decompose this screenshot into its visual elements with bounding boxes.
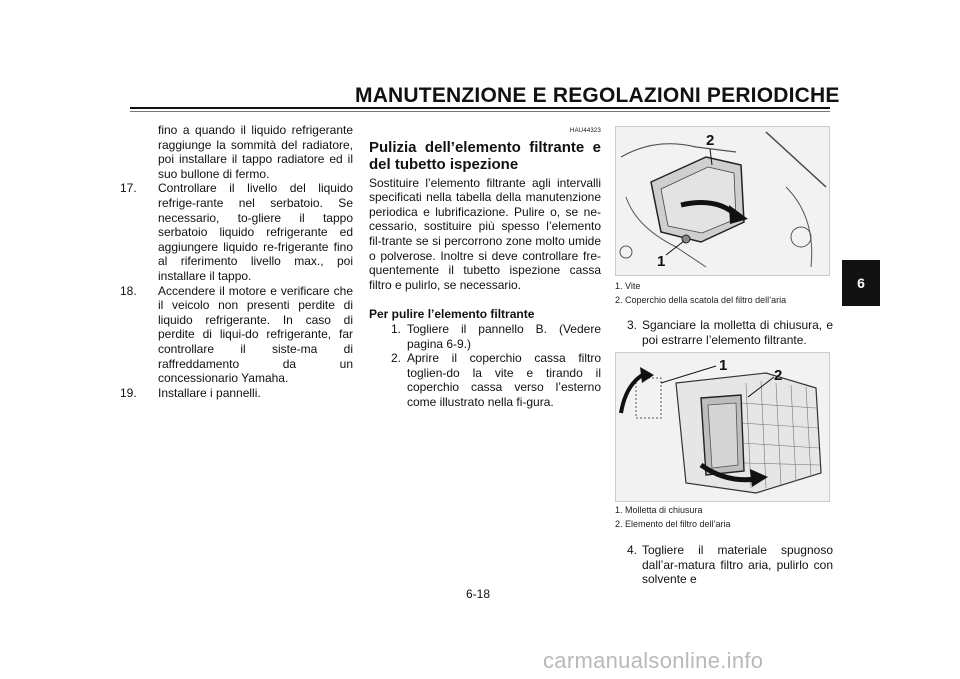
watermark: carmanualsonline.info bbox=[543, 648, 764, 673]
left-column bbox=[120, 123, 353, 400]
page-title: MANUTENZIONE E REGOLAZIONI PERIODICHE bbox=[355, 84, 840, 107]
caption-line: 2. Elemento del filtro dell’aria bbox=[615, 518, 731, 529]
step-text: Aprire il coperchio cassa filtro toglien-do la vite e tirando il coperchio cassa verso l’esterno come illustrato nella fi-gura. bbox=[407, 351, 601, 409]
figure-air-filter-cover bbox=[615, 126, 830, 276]
caption-line: 2. Coperchio della scatola del filtro dell’aria bbox=[615, 294, 787, 305]
middle-column bbox=[369, 124, 601, 410]
list-item bbox=[120, 284, 353, 386]
list-item bbox=[120, 386, 353, 401]
callout-1: 1 bbox=[719, 357, 728, 374]
step-text: Togliere il materiale spugnoso dall’ar-matura filtro aria, pulirlo con solvente e bbox=[642, 543, 833, 587]
list-item bbox=[369, 351, 601, 409]
step-4 bbox=[615, 543, 833, 587]
header-rule-thin bbox=[130, 111, 830, 112]
step-number: 1. bbox=[390, 321, 401, 336]
step-number: 3. bbox=[626, 318, 637, 332]
figure2-captions bbox=[615, 504, 833, 531]
chapter-tab: 6 bbox=[842, 260, 880, 306]
section-code: HAU44323 bbox=[570, 128, 601, 134]
caption-line: 1. Vite bbox=[615, 281, 641, 291]
step-number: 4. bbox=[626, 543, 637, 557]
item-text: Controllare il livello del liquido refrige-rante nel serbatoio. Se necessario, to-gliere il tappo serbatoio liquido refrigerante ed aggiungere liquido re-frigerante fino al riferimento livello max., poi installare il tappo. bbox=[158, 181, 353, 283]
step-text: Sganciare la molletta di chiusura, e poi estrarre l’elemento filtrante. bbox=[642, 318, 833, 347]
callout-1: 1 bbox=[657, 253, 666, 270]
figure1-captions bbox=[615, 280, 833, 307]
step-number: 2. bbox=[390, 351, 401, 366]
header-rule bbox=[130, 107, 830, 109]
step-3 bbox=[615, 318, 833, 347]
list-item bbox=[369, 322, 601, 351]
figure-illustration bbox=[616, 353, 829, 501]
intro-paragraph: Sostituire l’elemento filtrante agli intervalli specificati nella tabella della manutenzione periodica e lubrificazione. Pulire o, se ne-cessario, sostituire più spesso l’elemento fil-trante se si percorrono zone molto umide o polverose. Inoltre si deve controllare fre-quentemente il tubetto ispezione cassa filtro e pulirlo, se necessario. bbox=[369, 175, 601, 292]
item-number: 19. bbox=[120, 385, 137, 400]
figure-illustration bbox=[616, 127, 829, 275]
item-text: Installare i pannelli. bbox=[158, 385, 261, 400]
subheading: Per pulire l’elemento filtrante bbox=[369, 307, 535, 322]
figure-air-filter-element bbox=[615, 352, 830, 502]
continuation-paragraph: fino a quando il liquido refrigerante raggiunge la sommità del radiatore, poi installare il tappo radiatore ed il suo bullone di fermo. bbox=[158, 123, 353, 181]
list-item bbox=[120, 181, 353, 283]
step-text: Togliere il pannello B. (Vedere pagina 6-9.) bbox=[407, 321, 601, 351]
callout-2: 2 bbox=[774, 367, 783, 384]
page-number: 6-18 bbox=[466, 587, 491, 601]
item-number: 18. bbox=[120, 283, 137, 298]
item-text: Accendere il motore e verificare che il veicolo non presenti perdite di liquido refrigerante. In caso di perdite di liqui-do refrigerante, far controllare il siste-ma di raffreddamento da un concessionario Yamaha. bbox=[158, 283, 353, 386]
item-number: 17. bbox=[120, 181, 137, 196]
caption-line: 1. Molletta di chiusura bbox=[615, 505, 703, 515]
section-title: Pulizia dell’elemento filtrante e del tubetto ispezione bbox=[369, 138, 601, 173]
callout-2: 2 bbox=[706, 132, 715, 149]
